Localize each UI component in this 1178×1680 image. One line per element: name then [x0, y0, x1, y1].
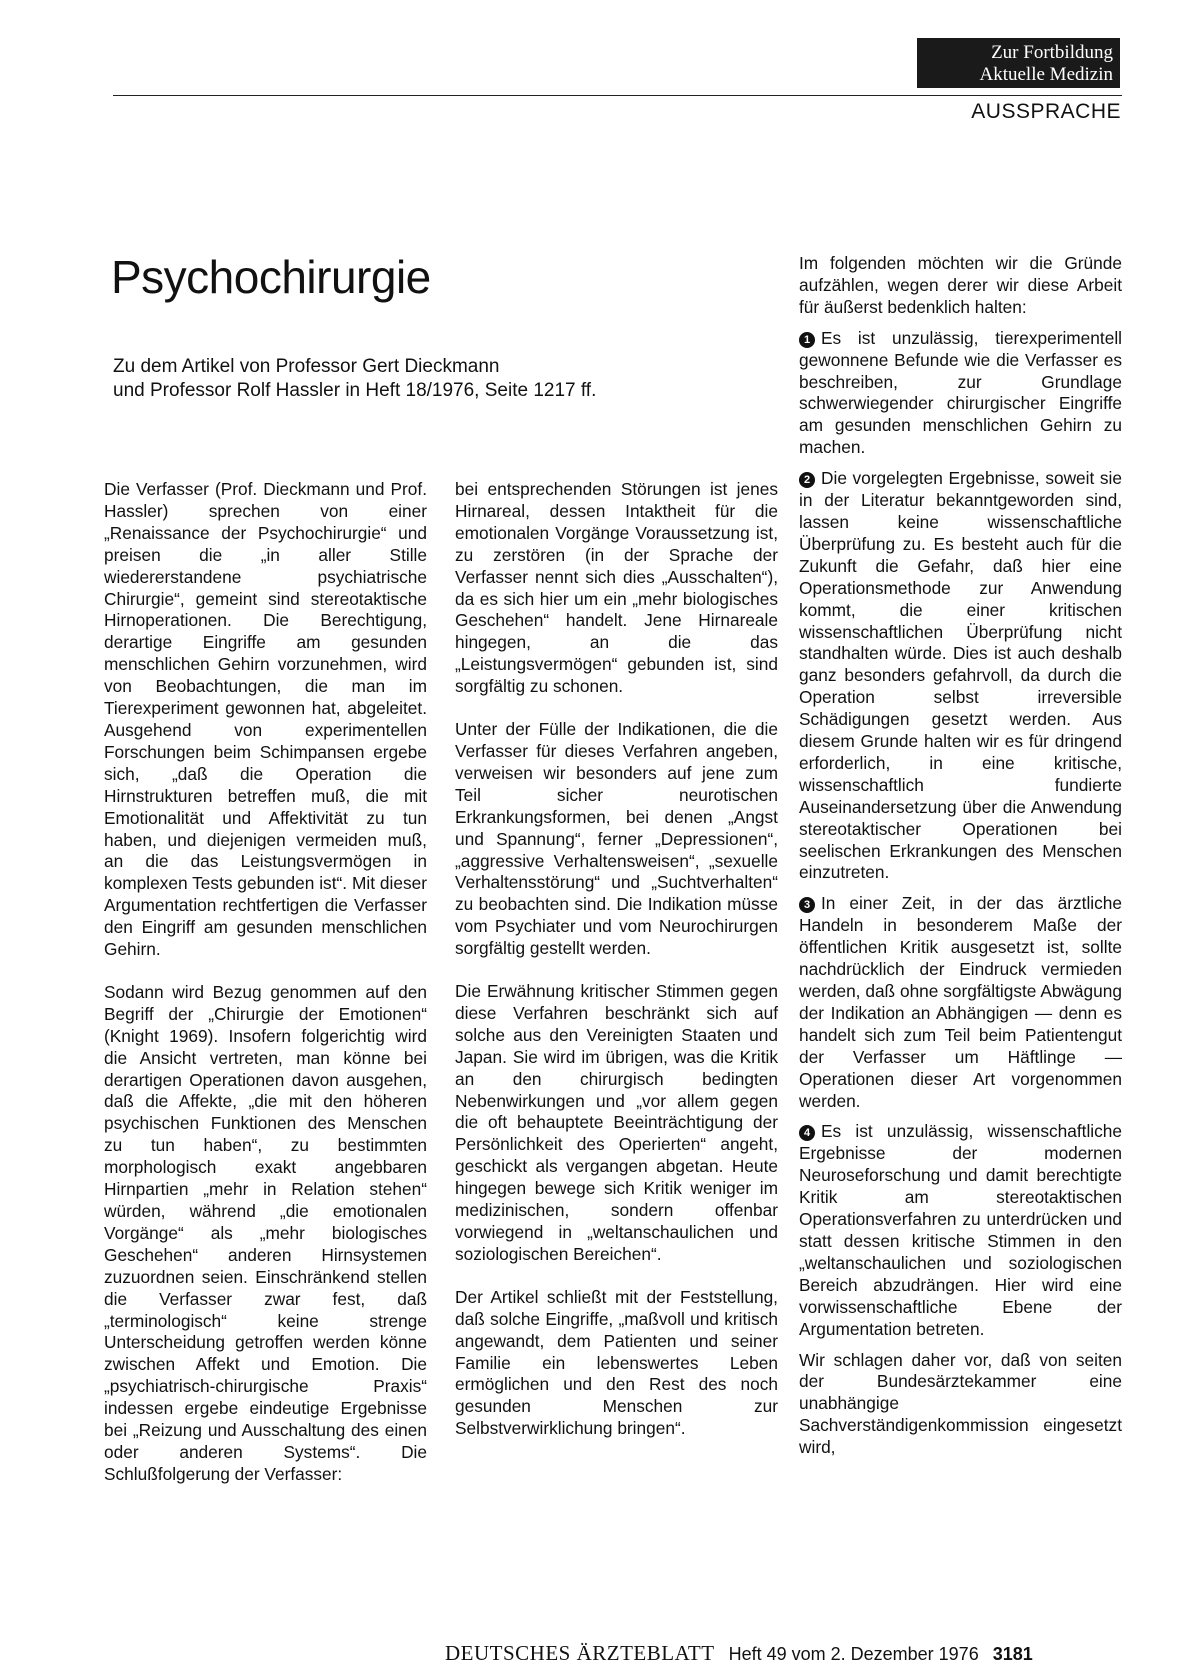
paragraph-intro: Im folgenden möchten wir die Gründe aufzählen, wegen derer wir diese Arbeit für äußerst bedenklich halten: — [799, 253, 1122, 317]
number-badge-icon: 1 — [799, 332, 815, 348]
page-footer — [445, 1641, 1033, 1666]
number-badge-icon: 3 — [799, 897, 815, 913]
text-column-1 — [104, 479, 427, 1507]
article-title: Psychochirurgie — [111, 251, 431, 303]
issue-info: Heft 49 vom 2. Dezember 1976 — [728, 1644, 979, 1664]
section-label: AUSSPRACHE — [971, 100, 1121, 123]
number-badge-icon: 4 — [799, 1125, 815, 1141]
paragraph: Der Artikel schließt mit der Feststellung, daß solche Eingriffe, „maßvoll und kritisch angewandt, dem Patienten und seiner Familie ein lebenswertes Leben ermöglichen und den Rest des noch gesunden Menschen zur Selbstverwirklichung bringen“. — [455, 1286, 778, 1439]
section-box — [917, 38, 1120, 88]
paragraph: bei entsprechenden Störungen ist jenes Hirnareal, dessen Intaktheit für die emotionalen Vorgänge Voraussetzung ist, zu zerstören (in der Sprache der Verfasser nennt sich dies „Ausschalten“), da es sich hier um ein „mehr biologisches Geschehen“ handelt. Jene Hirnareale hingegen, an die das „Leistungsvermögen“ gebunden ist, sind sorgfältig zu schonen. — [455, 479, 778, 697]
journal-name: DEUTSCHES ÄRZTEBLATT — [445, 1641, 715, 1665]
paragraph: Unter der Fülle der Indikationen, die die Verfasser für dieses Verfahren angeben, verweisen wir besonders auf jene zum Teil sicher neurotischen Erkrankungsformen, bei denen „Angst und Spannung“, ferner „Depressionen“, „aggressive Verhaltensweisen“, „sexuelle Verhaltensstörung“ und „Suchtverhalten“ zu beobachten sind. Die Indikation müsse vom Psychiater und vom Neurochirurgen sorgfältig gestellt werden. — [455, 719, 778, 959]
subtitle-line-1: Zu dem Artikel von Professor Gert Dieckmann — [113, 356, 500, 377]
numbered-point-text: Es ist unzulässig, tierexperimentell gewonnene Befunde wie die Verfasser es beschreiben, zur Grundlage schwerwiegender chirurgischer Eingriffe am gesunden menschlichen Gehirn zu machen. — [799, 327, 1122, 458]
text-column-3 — [799, 253, 1122, 1468]
article-subtitle — [113, 355, 733, 403]
section-box-line1: Zur Fortbildung — [991, 42, 1113, 63]
text-column-2 — [455, 479, 778, 1461]
paragraph: Die Verfasser (Prof. Dieckmann und Prof. Hassler) sprechen von einer „Renaissance der Psychochirurgie“ und preisen die „in aller Stille wiedererstandene psychiatrische Chirurgie“, gemeint sind stereotaktische Hirnoperationen. Die Berechtigung, derartige Eingriffe am gesunden menschlichen Gehirn vorzunehmen, wird von Beobachtungen, die man im Tierexperiment gewonnen hat, abgeleitet. Ausgehend von experimentellen Forschungen beim Schimpansen ergebe sich, „daß die Operation die Hirnstrukturen betreffen muß, die mit Emotionalität und Affektivität zu tun haben, und diejenigen vermeiden muß, an die das Leistungsvermögen in komplexen Tests gebunden ist“. Mit dieser Argumentation rechtfertigen die Verfasser den Eingriff am gesunden menschlichen Gehirn. — [104, 479, 427, 960]
numbered-point-text: Die vorgelegten Ergebnisse, soweit sie in der Literatur bekanntgeworden sind, lassen keine wissenschaftliche Überprüfung zu. Es besteht auch für die Zukunft die Gefahr, daß hier eine Operationsmethode zur Anwendung kommt, die einer kritischen wissenschaftlichen Überprüfung nicht standhalten würde. Dies ist auch deshalb ganz besonders gefahrvoll, da durch die Operation selbst irreversible Schädigungen gesetzt werden. Aus diesem Grunde halten wir es für dringend erforderlich, in eine kritische, wissenschaftlich fundierte Auseinandersetzung über die Anwendung stereotaktischer Operationen bei seelischen Erkrankungen des Menschen einzutreten. — [799, 468, 1122, 883]
numbered-point — [799, 328, 1122, 459]
numbered-point — [799, 1121, 1122, 1340]
paragraph: Sodann wird Bezug genommen auf den Begriff der „Chirurgie der Emotionen“ (Knight 1969). Insofern folgerichtig wird die Ansicht vertreten, man könne bei derartigen Operationen davon ausgehen, daß die Affekte, „die mit den höheren psychischen Funktionen des Menschen zu tun haben“, zu bestimmten morphologisch exakt angebbaren Hirnpartien „mehr in Relation stehen“ würden, während „die emotionalen Vorgänge“ als „mehr biologisches Geschehen“ anderen Hirnsystemen zuzuordnen seien. Einschränkend stellen die Verfasser zwar fest, daß „terminologisch“ keine strenge Unterscheidung getroffen werden könne zwischen Affekt und Emotion. Die „psychiatrisch-chirurgische Praxis“ indessen ergebe eindeutige Ergebnisse bei „Reizung und Ausschaltung des einen oder anderen Systems“. Die Schlußfolgerung der Verfasser: — [104, 981, 427, 1484]
page-number: 3181 — [992, 1644, 1033, 1664]
number-badge-icon: 2 — [799, 472, 815, 488]
header-rule — [113, 95, 1122, 96]
subtitle-line-2: und Professor Rolf Hassler in Heft 18/1976, Seite 1217 ff. — [113, 380, 597, 401]
numbered-point-text: Es ist unzulässig, wissenschaftliche Ergebnisse der modernen Neuroseforschung und damit berechtigte Kritik am stereotaktischen Operationsverfahren zu unterdrücken und statt dessen kritische Stimmen in den „weltanschaulichen und soziologischen Bereich abzudrängen. Hier wird eine vorwissenschaftliche Ebene der Argumentation betreten. — [799, 1121, 1122, 1339]
paragraph: Die Erwähnung kritischer Stimmen gegen diese Verfahren beschränkt sich auf solche aus den Vereinigten Staaten und Japan. Sie wird im übrigen, was die Kritik an den chirurgisch bedingten Nebenwirkungen und „vor allem gegen die oft behauptete Beeinträchtigung der Persönlichkeit des Operierten“ angeht, geschickt als vergangen abgetan. Heute hingegen bewege sich Kritik weniger im medizinischen, sondern offenbar vorwiegend in „weltanschaulichen und soziologischen Bereichen“. — [455, 981, 778, 1264]
paragraph-closing: Wir schlagen daher vor, daß von seiten der Bundesärztekammer eine unabhängige Sachverständigenkommission eingesetzt wird, — [799, 1349, 1122, 1458]
numbered-point — [799, 893, 1122, 1112]
section-box-line2: Aktuelle Medizin — [979, 64, 1113, 85]
numbered-point-text: In einer Zeit, in der das ärztliche Handeln in besonderem Maße der öffentlichen Kritik ausgesetzt ist, sollte nachdrücklich der Eindruck vermieden werden, daß ohne sorgfältigste Abwägung der Indikation an Abhängigen — denn es handelt sich zum Teil beim Patientengut der Verfasser um Häftlinge — Operationen dieser Art vorgenommen werden. — [799, 893, 1122, 1111]
numbered-point — [799, 468, 1122, 884]
